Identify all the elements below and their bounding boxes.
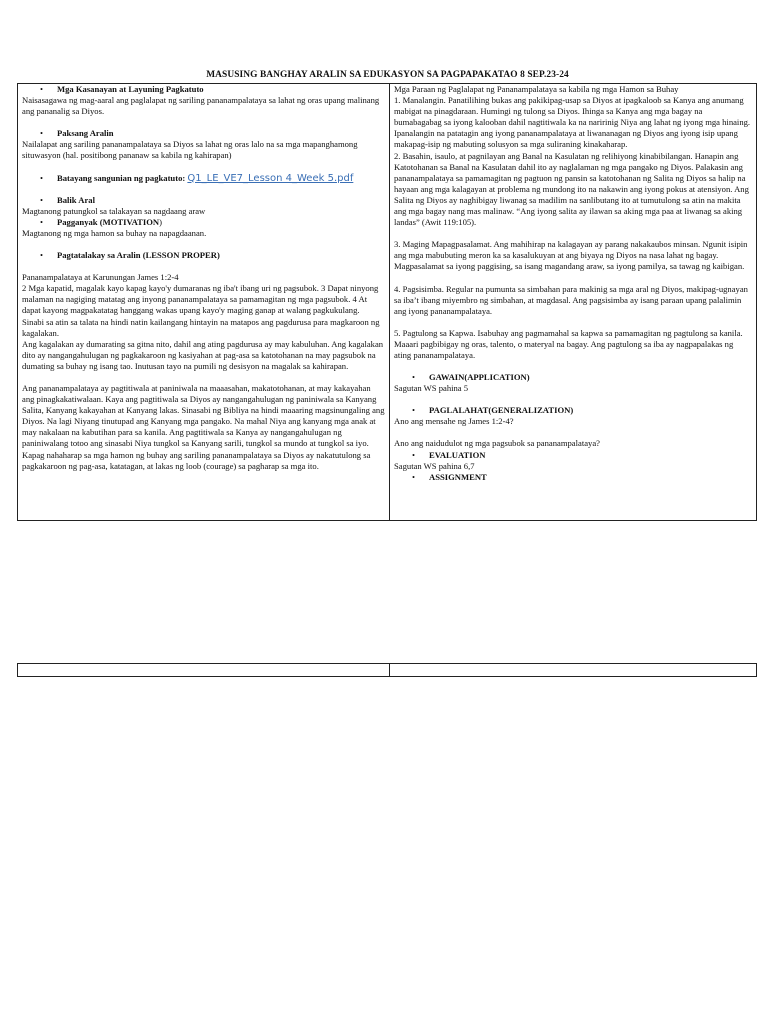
lesson-paragraph-3: Ang pananampalataya ay pagtitiwala at paniniwala na maaasahan, makatotohanan, at may kakayahan ang pinagkakatiwalaan. Kaya ang pagtitiwala sa Diyos ay nangangahulugan ng paniniwala sa Kanyang Salita, Kanyang kakayahan at Kanyang lakas. Sinasabi ng Bibliya na hindi maaaring magsinungaling ang Diyos. Na lagi Niyang tinutupad ang Kanyang mga pangako. Na mahal Niya ang kanyang mga anak at may nakalaan na kabutihan para sa kanila. Ang pagtitiwala sa Kanya ay nangangahulugan ng paniniwalang totoo ang sinasabi Niya tungkol sa Kanyang sarili, tungkol sa mundo at tungkol sa iyo. Kapag nahaharap sa mga hamon ng buhay ang sariling pananampalataya sa Diyos ay nakatutulong sa pagkakaroon ng pag-asa, katatagan, at lakas ng loob (courage) sa pagharap sa mga ito.: [22, 382, 385, 471]
application-heading: • GAWAIN(APPLICATION): [394, 372, 752, 383]
empty-cell-left: [18, 664, 390, 677]
empty-cell-right: [390, 664, 757, 677]
evaluation-heading: • EVALUATION: [394, 450, 752, 461]
scripture-text: 2 Mga kapatid, magalak kayo kapag kayo'y dumaranas ng iba't ibang uri ng pagsubok. 3 Dapat ninyong malaman na nagiging matatag ang inyong pananampalataya sa pamamagitan ng mga pagsubok. 4 At dapat kayong magpakatatag hanggang wakas upang kayo'y maging ganap at walang pagkukulang.: [22, 283, 379, 316]
reference-pdf-link[interactable]: Q1_LE_VE7_Lesson 4_Week 5.pdf: [187, 172, 354, 184]
method-item-2: 2. Basahin, isaulo, at pagnilayan ang Banal na Kasulatan ng relihiyong kinabibilangan. Hanapin ang Katotohanan sa Banal na Kasulatan dahil ito ay naglalaman ng mga pangako ng Diyos. Palakasin ang pananampalataya sa pamamagitan ng pagtuon ng pansin sa katotohanan ng Salita ng Diyos sa halip na hayaan ang mga kalagayan at problema ng mundong ito na nakawin ang iyong pokus at atensiyon. Ang Salita ng Diyos ay naghibigay liwanag sa madilim na sanlibutang ito at tumutulong sa atin na makita ang mga bagay nang mas malinaw. “Ang iyong salita ay ilawan sa aking mga paa at liwanag sa aking landas” (Awit 119:105).: [394, 150, 749, 228]
generalization-question-2: Ano ang naidudulot ng mga pagsubok sa pananampalataya?: [394, 438, 600, 449]
methods-intro: Mga Paraan ng Paglalapat ng Pananampalataya sa kabila ng mga Hamon sa Buhay: [394, 84, 679, 94]
empty-table-row: [17, 663, 757, 677]
motivation-heading: [22, 217, 385, 228]
document-title: MASUSING BANGHAY ARALIN SA EDUKASYON SA PAGPAPAKATAO 8 SEP.23-24: [206, 70, 569, 80]
lesson-plan-table: [17, 83, 757, 521]
objectives-heading: • Mga Kasanayan at Layuning Pagkatuto: [22, 84, 385, 95]
review-text: Magtanong patungkol sa talakayan sa nagdaang araw: [22, 205, 206, 216]
assignment-heading: • ASSIGNMENT: [394, 472, 752, 483]
lesson-paragraph-1: Sinabi sa atin sa talata na hindi natin kailangang hintayin na matapos ang pagdurusa para magkaroon ng kagalakan.: [22, 316, 380, 338]
evaluation-text: Sagutan WS pahina 6,7: [394, 460, 475, 471]
topic-text: Nailalapat ang sariling pananampalataya sa Diyos sa lahat ng oras lalo na sa mga mapanghamong situwasyon (hal. positibong pananaw sa kabila ng kahirapan): [22, 139, 358, 161]
motivation-label: Pagganyak (MOTIVATION: [57, 216, 160, 227]
method-item-3: 3. Maging Mapagpasalamat. Ang mahihirap na kalagayan ay parang nakakaubos minsan. Ngunit isipin ang mga mabubuting meron ka sa kasalukuyan at ang biyaya ng Diyos na nasa lahat ng bagay. Magpasalamat sa iyong paggising, sa isang magandang araw, sa iyong pamilya, sa tawag ng kaibigan.: [394, 239, 748, 272]
lesson-paragraph-2: Ang kagalakan ay dumarating sa gitna nito, dahil ang ating pagdurusa ay may kabuluhan. Ang kagalakan dito ay nangangahulugan ng pagkakaroon ng kasiyahan at pag-asa sa katotohanan na may pagsubok na dumating sa buhay ng isang tao. Inutusan tayo na pumili ng desisyon na magalak sa kahirapan.: [22, 338, 384, 371]
right-column: [390, 84, 757, 521]
generalization-question-1: Ano ang mensahe ng James 1:2-4?: [394, 416, 514, 427]
motivation-text: Magtanong ng mga hamon sa buhay na napagdaanan.: [22, 227, 207, 238]
objectives-text: Naisasagawa ng mag-aaral ang paglalapat ng sariling pananampalataya sa lahat ng oras upang malinang ang pananalig sa Diyos.: [22, 95, 380, 117]
method-item-1: 1. Manalangin. Panatilihing bukas ang pakikipag-usap sa Diyos at ipagkaloob sa Kanya ang anumang mabigat na pinagdaraan. Humingi ng tulong sa Diyos. Ihinga sa Kanya ang mga bagay na bumabagabag sa iyong kalooban dahil nagtitiwala ka na naririnig Niya ang lahat ng iyong mga hinaing. Ipanalangin na patatagin ang iyong pananampalataya at liwananagan ng Diyos ang iyong isip upang makapag-isip ng mabuting solusyon sa mga suliraning kinakaharap.: [394, 95, 751, 150]
application-text: Sagutan WS pahina 5: [394, 383, 469, 394]
method-item-4: 4. Pagsisimba. Regular na pumunta sa simbahan para makinig sa mga aral ng Diyos, makipag-ugnayan sa iba’t ibang miyembro ng simbahan, at magdasal. Ang pagsisimba ay isang paraan upang palalimin ang iyong pananampalataya.: [394, 283, 748, 316]
scripture-title: Pananampalataya at Karunungan James 1:2-4: [22, 272, 179, 283]
method-item-5: 5. Pagtulong sa Kapwa. Isabuhay ang pagmamahal sa kapwa sa pamamagitan ng pagtulong sa kanila. Maaari pagbibigay ng oras, talento, o materyal na bagay. Ang pagtulong sa iba ay nagpapalakas ng ating pananampalataya.: [394, 327, 743, 360]
lesson-proper-heading: • Pagtatalakay sa Aralin (LESSON PROPER): [22, 250, 385, 261]
topic-heading: • Paksang Aralin: [22, 128, 385, 139]
review-heading: • Balik Aral: [22, 195, 385, 206]
reference-label: Batayang sangunian ng pagkatuto:: [57, 172, 186, 183]
motivation-paren: ): [159, 216, 162, 227]
generalization-heading: • PAGLALAHAT(GENERALIZATION): [394, 405, 752, 416]
reference-heading: [22, 173, 385, 184]
left-column: [18, 84, 390, 521]
